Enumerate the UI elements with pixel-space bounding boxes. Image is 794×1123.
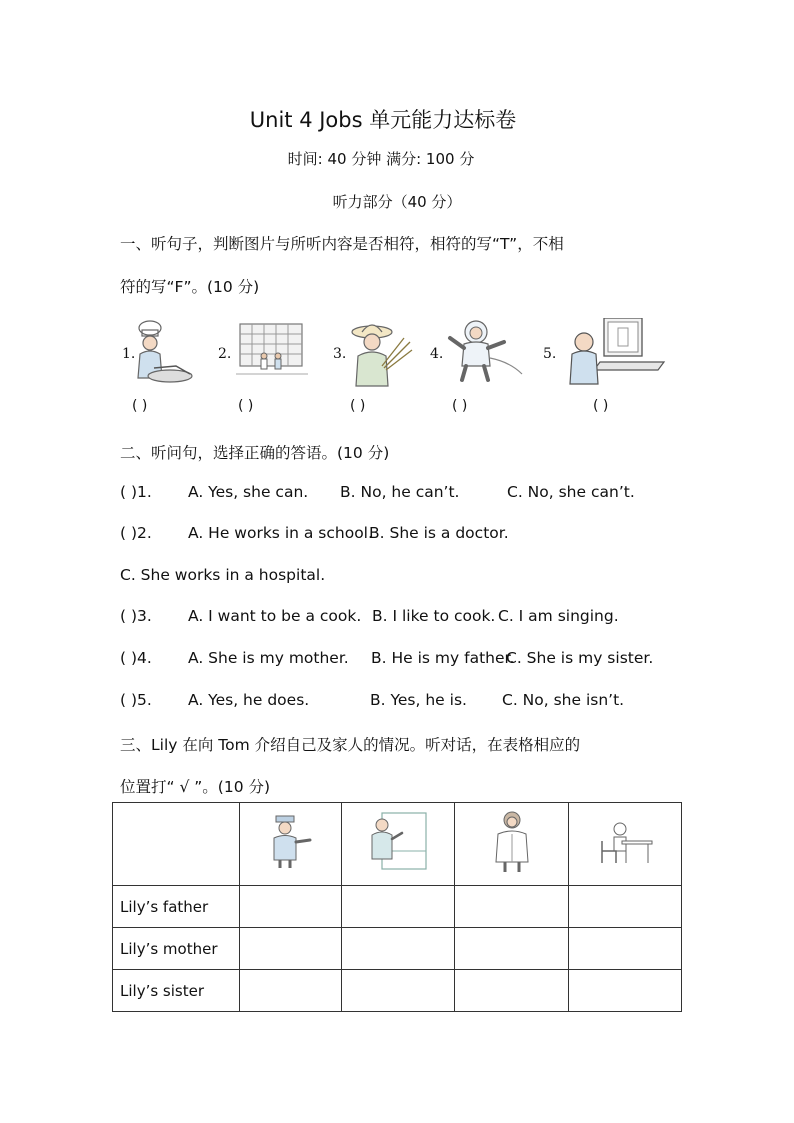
answer-cell[interactable] (240, 886, 342, 928)
answer-cell[interactable] (240, 970, 342, 1012)
part1-instruction-line2: 符的写“F”。(10 分) (120, 278, 260, 296)
row-label: Lily’s mother (113, 928, 240, 970)
answer-cell[interactable] (342, 928, 455, 970)
option-c: C. She is my sister. (506, 649, 654, 667)
table-header-cell (569, 803, 682, 886)
table-header-row (113, 803, 682, 886)
part2-heading: 二、听问句，选择正确的答语。(10 分) (120, 444, 390, 462)
table-corner-cell (113, 803, 240, 886)
answer-cell[interactable] (455, 970, 569, 1012)
picture-number: 3. (333, 346, 347, 362)
table-row (113, 886, 682, 928)
page-title: Unit 4 Jobs 单元能力达标卷 (249, 108, 517, 132)
table-header-cell (455, 803, 569, 886)
answer-cell[interactable] (455, 886, 569, 928)
answer-cell[interactable] (240, 928, 342, 970)
answer-blank[interactable]: ( ) (238, 398, 254, 414)
listening-heading: 听力部分（40 分） (332, 193, 462, 211)
exam-meta: 时间: 40 分钟 满分: 100 分 (287, 150, 475, 168)
answer-table (112, 802, 682, 1012)
question-number[interactable]: ( )3. (120, 607, 152, 625)
picture-number: 5. (543, 346, 557, 362)
option-a: A. Yes, she can. (188, 483, 309, 501)
astronaut-picture (444, 318, 524, 386)
student-icon (596, 819, 654, 865)
answer-cell[interactable] (455, 928, 569, 970)
doctor-icon (492, 810, 532, 874)
option-a: A. Yes, he does. (188, 691, 310, 709)
teacher-icon (368, 811, 428, 873)
question-number[interactable]: ( )4. (120, 649, 152, 667)
option-a: A. I want to be a cook. (188, 607, 362, 625)
option-b: B. He is my father. (371, 649, 515, 667)
option-a: A. She is my mother. (188, 649, 349, 667)
table-header-cell (240, 803, 342, 886)
answer-blank[interactable]: ( ) (132, 398, 148, 414)
table-row (113, 970, 682, 1012)
option-a: A. He works in a school. (188, 524, 373, 542)
hospital-picture (236, 318, 308, 380)
row-label: Lily’s father (113, 886, 240, 928)
part3-instruction-line2: 位置打“ √ ”。(10 分) (120, 778, 271, 796)
picture-number: 1. (122, 346, 136, 362)
answer-cell[interactable] (569, 970, 682, 1012)
policeman-icon (268, 814, 314, 870)
option-c: C. No, she can’t. (507, 483, 635, 501)
computer-picture (564, 318, 668, 386)
option-c: C. No, she isn’t. (502, 691, 625, 709)
option-b: B. I like to cook. (372, 607, 496, 625)
answer-blank[interactable]: ( ) (350, 398, 366, 414)
cook-picture (134, 318, 196, 390)
table-header-cell (342, 803, 455, 886)
answer-blank[interactable]: ( ) (593, 398, 609, 414)
answer-cell[interactable] (569, 886, 682, 928)
row-label: Lily’s sister (113, 970, 240, 1012)
question-number[interactable]: ( )5. (120, 691, 152, 709)
part3-instruction-line1: 三、Lily 在向 Tom 介绍自己及家人的情况。听对话，在表格相应的 (120, 736, 581, 754)
option-c: C. I am singing. (498, 607, 619, 625)
picture-number: 4. (430, 346, 444, 362)
option-b: B. Yes, he is. (370, 691, 467, 709)
part1-instruction-line1: 一、听句子，判断图片与所听内容是否相符，相符的写“T”，不相 (120, 235, 564, 253)
answer-cell[interactable] (342, 886, 455, 928)
option-b: B. No, he can’t. (340, 483, 460, 501)
answer-cell[interactable] (569, 928, 682, 970)
picture-number: 2. (218, 346, 232, 362)
question-number[interactable]: ( )1. (120, 483, 152, 501)
option-c: C. She works in a hospital. (120, 566, 326, 584)
question-number[interactable]: ( )2. (120, 524, 152, 542)
farmer-picture (348, 318, 414, 390)
table-row (113, 928, 682, 970)
answer-blank[interactable]: ( ) (452, 398, 468, 414)
answer-cell[interactable] (342, 970, 455, 1012)
option-b: B. She is a doctor. (369, 524, 509, 542)
